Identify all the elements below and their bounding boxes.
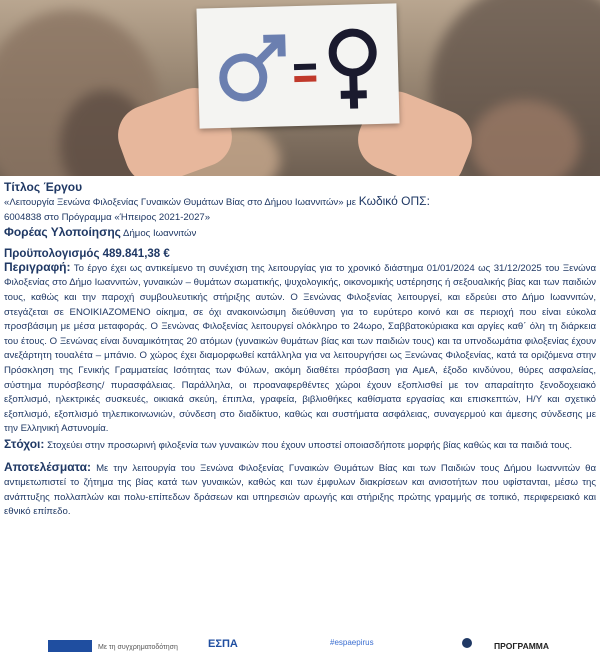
body-line: [4, 225, 596, 242]
body-text: Δήμος Ιωαννιτών: [123, 228, 197, 240]
equals-text: =: [196, 8, 198, 10]
gender-symbols-icon: [196, 3, 399, 128]
body-label: Φορέας Υλοποίησης: [4, 225, 121, 240]
results-label: Αποτελέσματα:: [4, 459, 91, 474]
description-block: [4, 260, 596, 437]
gender-equality-card: [196, 3, 399, 128]
espa-hashtag[interactable]: #espaepirus: [330, 638, 374, 647]
program-label: ΠΡΟΓΡΑΜΜΑ: [494, 641, 550, 651]
goals-block: [4, 437, 596, 454]
title-text: «Λειτουργία Ξενώνα Φιλοξενίας Γυναικών Θυμάτων Βίας στο Δήμου Ιωαννιτών» με: [4, 197, 357, 208]
description-text: Το έργο έχει ως αντικείμενο τη συνέχιση της λειτουργίας για το χρονικό διάστημα 01/01/2024 ως 31/12/2025 του Ξενώνα Φιλοξενίας στο Δήμο Ιωαννιτών, γυναικών – θυμάτων σωματικής, ψυχολογικής, οικονομικής υστέρησης ή σεξουαλικής βίας και των παιδιών τους, καθώς και την παροχή συμβουλευτικής στήριξης αυτών. Ο Ξενώνας Φιλοξενίας λειτουργεί, και εδρεύει στο Δήμο Ιωαννιτών, στεγάζεται σε ΕΝΟΙΚΙΑΖΟΜΕΝΟ οίκημα, σε όχι ανακοινώσιμη διεύθυνση για το ευρύτερο κοινό και σε περιοχή που είναι εύκολα προσβάσιμη με μέσα μεταφοράς. Ο Ξενώνας Φιλοξενίας λειτουργεί ολόκληρο το 24ωρο, Σαββατοκύριακα και αργίες καθ΄ όλη τη διάρκεια του έτους. Ο Ξενώνας είναι δυναμικότητας 20 ατόμων (γυναικών θυμάτων βίας και των παιδιών τους) και τα υπνοδωμάτια φιλοξενίας έχουν ανεξάρτητη τουαλέτα – μπάνιο. Ο χώρος έχει διαμορφωθεί κατάλληλα για να λειτουργήσει ως Ξενώνας Φιλοξενίας, κατά τα οριζόμενα στην Πρόσκληση της Γενικής Γραμματείας Ισότητας των Φύλων, ακόμη διαθέτει πρόσβαση για ΑμεΑ, έξοδο κινδύνου, θύρες ασφαλείας, σύστημα πυρόσβεσης/ πυρασφάλειας. Παράλληλα, οι προαναφερθέντες χώροι έχουν εξοπλισθεί με τον απαραίτητο ξενοδοχειακό εξοπλισμό, ηλεκτρικές συσκευές, οικιακά σκεύη, έπιπλα, γραφεία, βιβλιοθήκες καθίσματα εργασίας και επισκεπτών, Η/Υ και σχετικό εξοπλισμό, εξοπλισμό τηλεπικοινωνιών, σύνδεση στο διαδίκτυο, καθώς και συστήματα ασφάλειας, συναγερμού και άμεσης σύνδεσης με την Ελληνική Αστυνομία.: [4, 262, 597, 435]
goals-text: Στοχεύει στην προσωρινή φιλοξενία των γυναικών που έχουν υποστεί οποιασδήποτε μορφής βίας καθώς και τα παιδιά τους.: [47, 439, 573, 451]
project-info: [4, 180, 596, 520]
eu-flag-icon: [48, 640, 92, 652]
results-block: [4, 460, 596, 520]
title-line: [4, 194, 596, 211]
description-label: Περιγραφή:: [4, 259, 71, 274]
hero-image: [0, 0, 600, 176]
eu-text: Με τη συγχρηματοδότηση: [98, 644, 178, 651]
results-text: Με την λειτουργία του Ξενώνα Φιλοξενίας Γυναικών Θυμάτων Βίας και των Παιδιών τους Δήμου Ιωαννιτών θα αντιμετωπιστεί το ζήτημα της βίας κατά των γυναικών, καθώς και των έμφυλων διακρίσεων και ανισοτήτων που υφίστανται, μέσω της ανάπτυξης πολλαπλών και πολυ-επίπεδων δράσεων και υπηρεσιών αρωγής και στήριξης πρώτης γραμμής σε τοπικό, περιφερειακό και εθνικό επίπεδο.: [4, 462, 596, 518]
title-label: Τίτλος Έργου: [4, 180, 83, 194]
budget: Προϋπολογισμός 489.841,38 €: [4, 247, 170, 260]
goals-label: Στόχοι:: [4, 436, 45, 451]
code-text: 6004838 στο Πρόγραμμα «Ήπειρος 2021-2027»: [4, 211, 211, 223]
espa-logo: ΕΣΠΑ: [208, 638, 238, 650]
program-logo-icon: [462, 638, 472, 648]
code-label: Κωδικό ΟΠΣ:: [358, 194, 430, 208]
footer-logos: [0, 632, 600, 650]
